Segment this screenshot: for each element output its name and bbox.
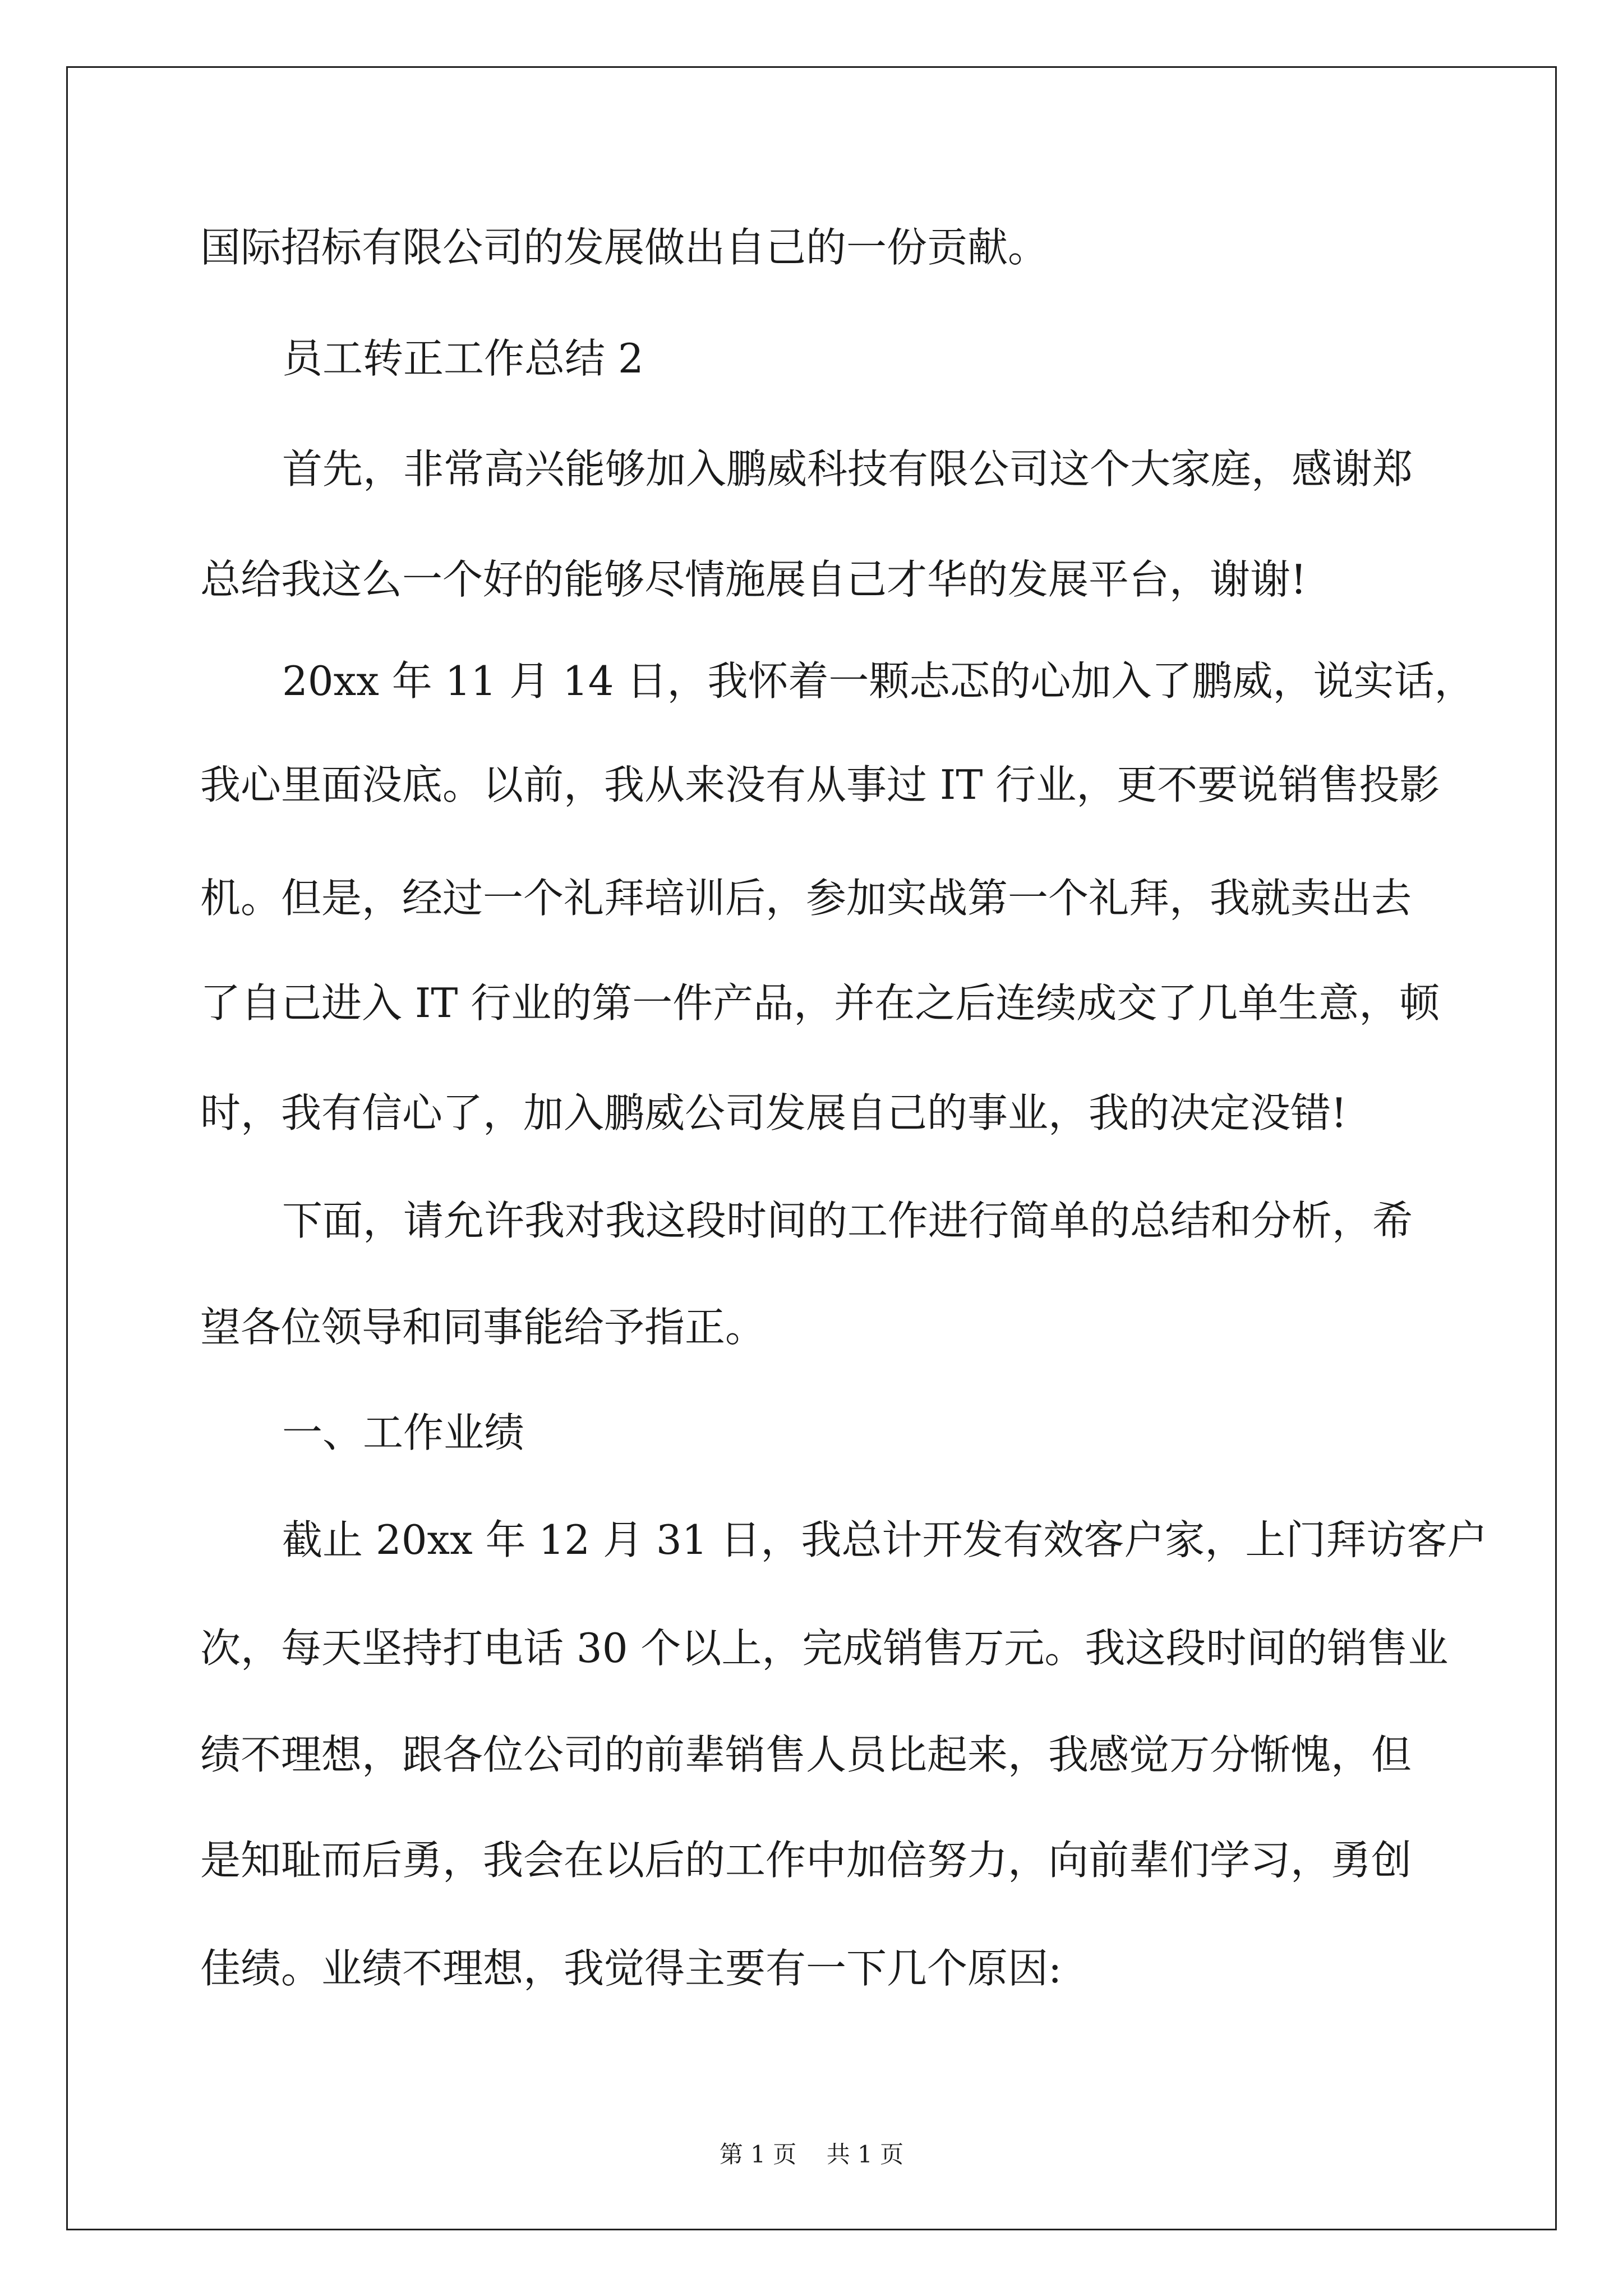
page-number-footer: 第 1 页 共 1 页	[719, 2141, 904, 2168]
text-line: 绩不理想，跟各位公司的前辈销售人员比起来，我感觉万分惭愧，但	[200, 1731, 1412, 1778]
text-line: 下面，请允许我对我这段时间的工作进行简单的总结和分析，希	[282, 1197, 1413, 1244]
text-line: 佳绩。业绩不理想，我觉得主要有一下几个原因:	[200, 1945, 1062, 1992]
text-line: 机。但是，经过一个礼拜培训后，参加实战第一个礼拜，我就卖出去	[200, 875, 1412, 922]
text-line: 总给我这么一个好的能够尽情施展自己才华的发展平台，谢谢!	[200, 556, 1307, 603]
text-line: 20xx 年 11 月 14 日，我怀着一颗忐忑的心加入了鹏威，说实话，	[282, 657, 1475, 705]
page-border	[66, 66, 1557, 2230]
text-line: 截止 20xx 年 12 月 31 日，我总计开发有效客户家，上门拜访客户	[282, 1516, 1488, 1563]
text-line: 首先，非常高兴能够加入鹏威科技有限公司这个大家庭，感谢郑	[282, 445, 1413, 493]
text-line: 时，我有信心了，加入鹏威公司发展自己的事业，我的决定没错!	[200, 1089, 1347, 1137]
text-line: 我心里面没底。以前，我从来没有从事过 IT 行业，更不要说销售投影	[200, 761, 1440, 808]
text-line: 了自己进入 IT 行业的第一件产品，并在之后连续成交了几单生意，顿	[200, 979, 1440, 1027]
text-line: 是知耻而后勇，我会在以后的工作中加倍努力，向前辈们学习，勇创	[200, 1837, 1412, 1884]
text-line: 次，每天坚持打电话 30 个以上，完成销售万元。我这段时间的销售业	[200, 1625, 1449, 1672]
text-line: 望各位领导和同事能给予指正。	[200, 1304, 766, 1351]
section-heading: 一、工作业绩	[282, 1409, 525, 1456]
text-line: 国际招标有限公司的发展做出自己的一份贡献。	[200, 224, 1049, 271]
section-heading: 员工转正工作总结 2	[282, 335, 644, 382]
